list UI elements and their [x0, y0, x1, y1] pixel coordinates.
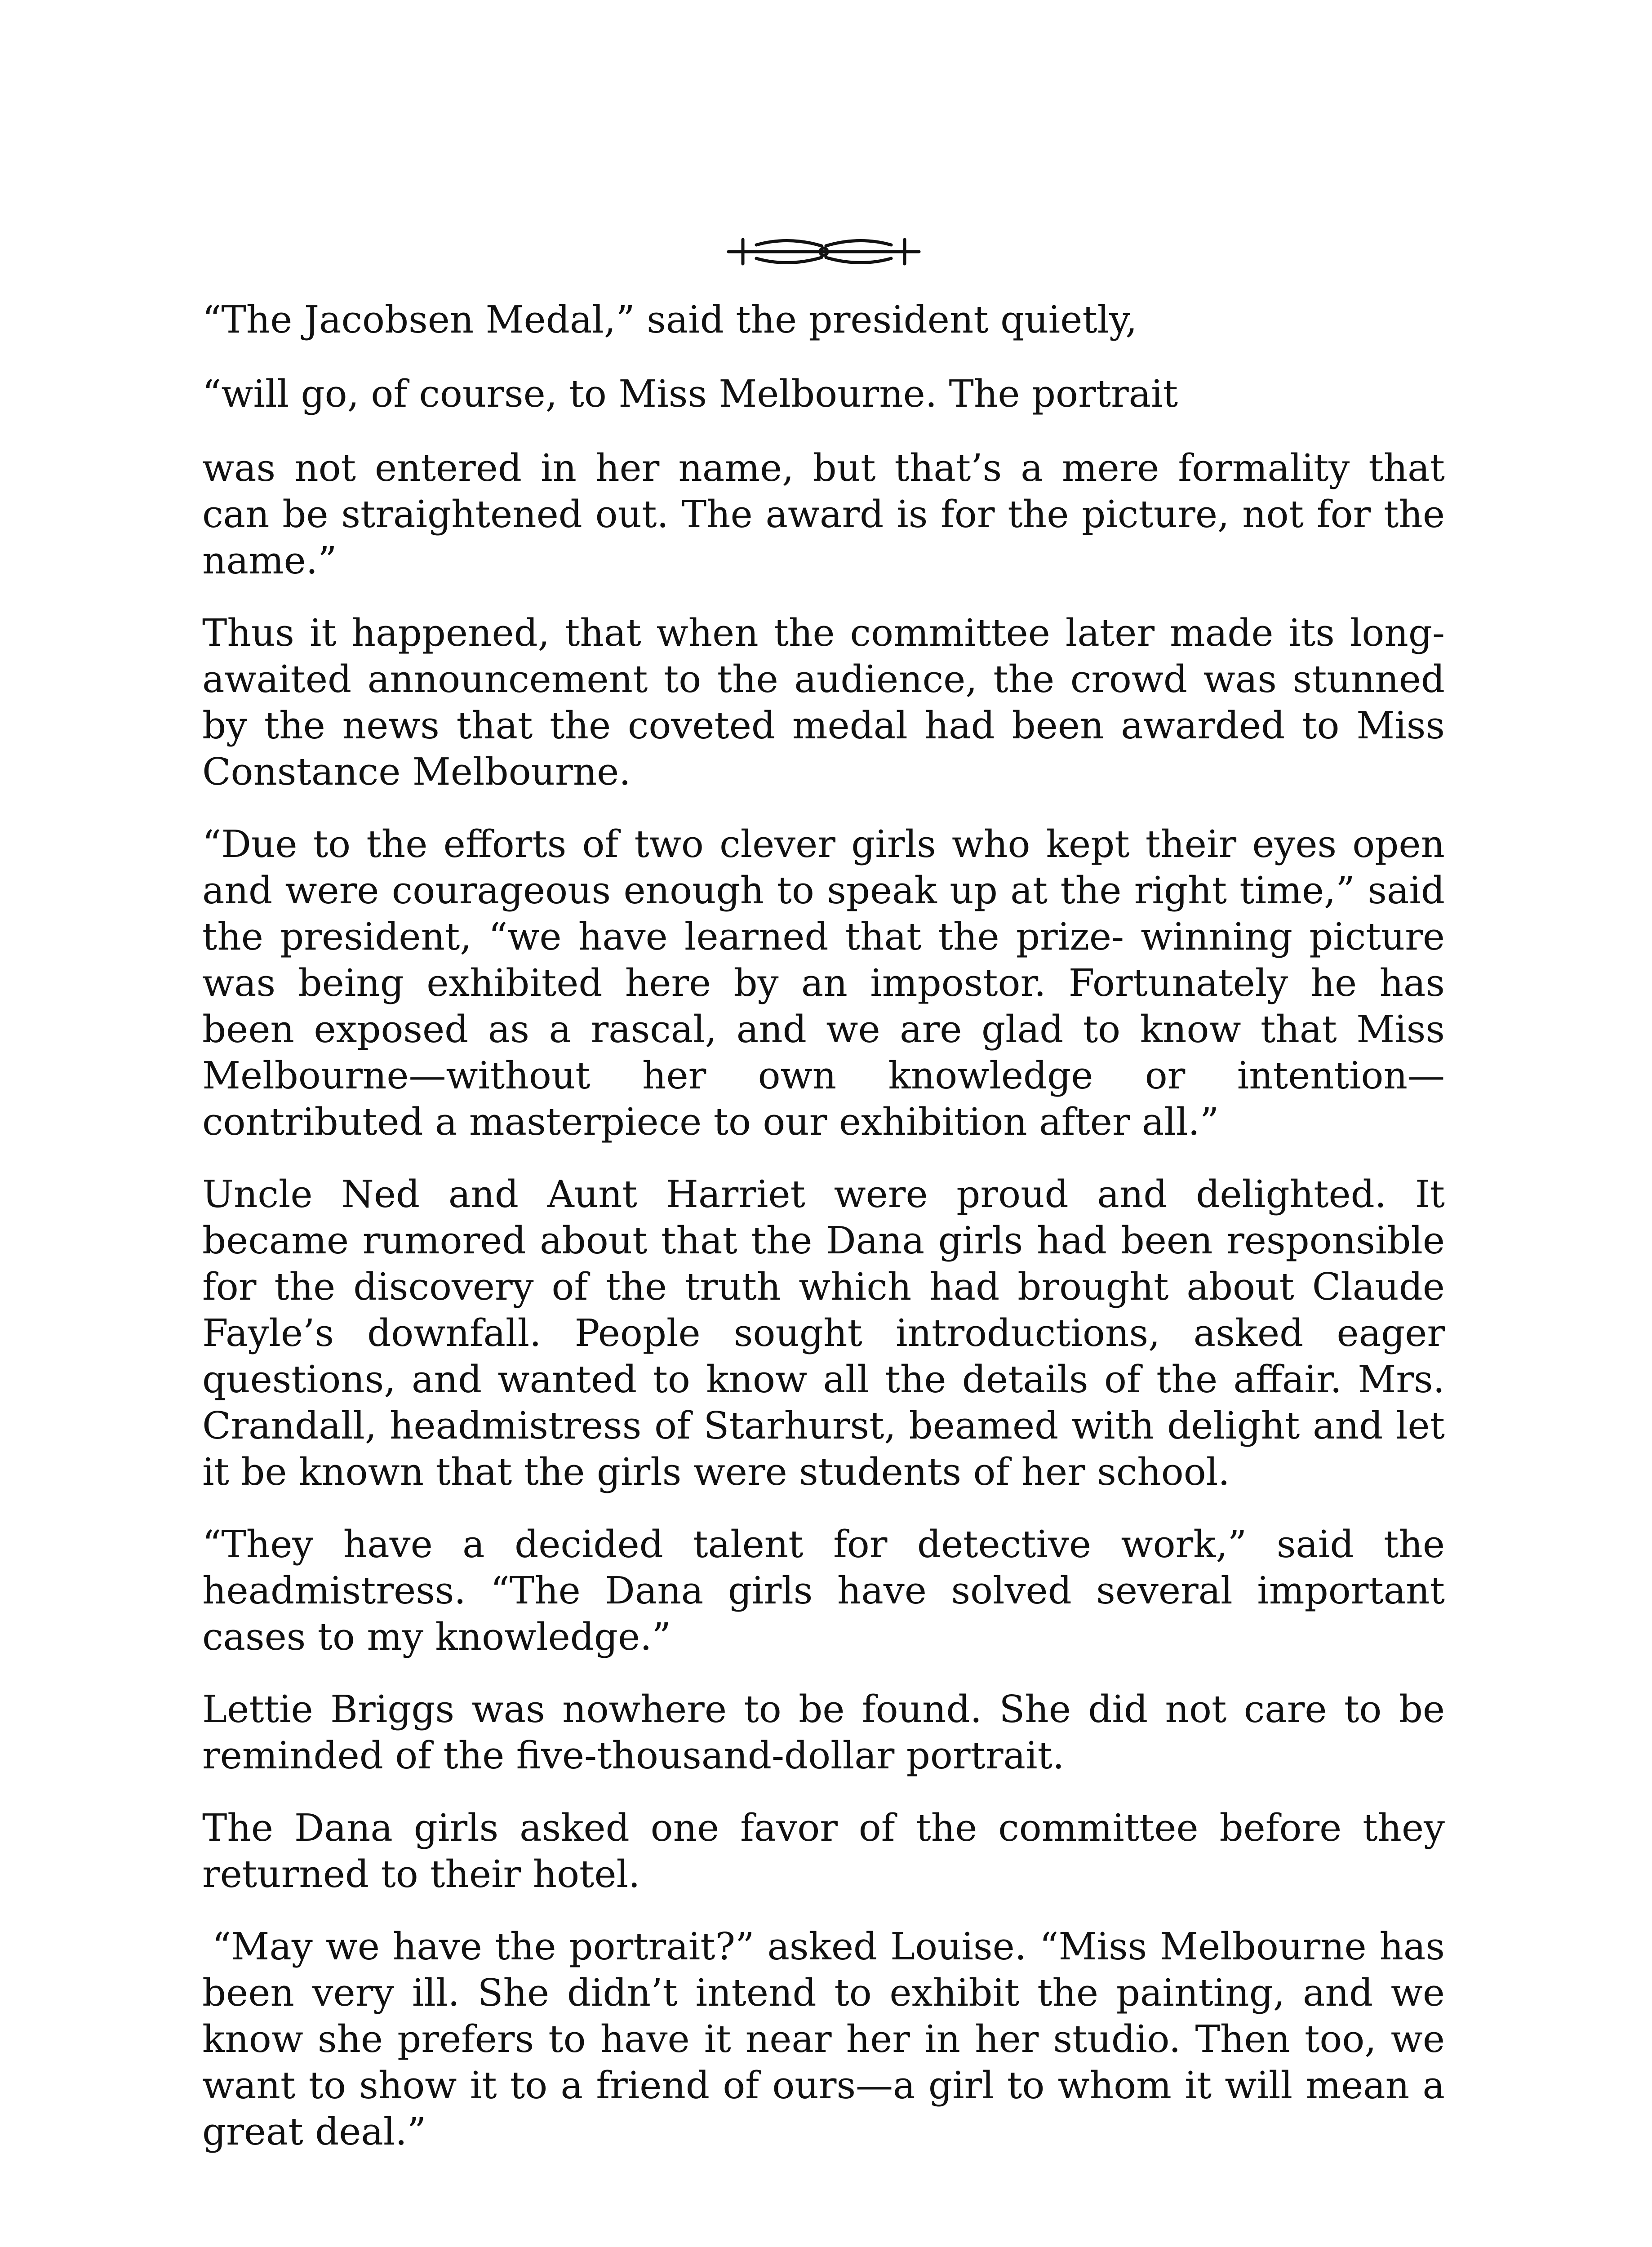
paragraph-6: Uncle Ned and Aunt Harriet were proud and delighted. It became rumored about that the Dana girls had been responsible for the discovery of the truth which had brought about Claude Fayle’s downfall. People sought introductions, asked eager questions, and wanted to know all the details of the affair. Mrs. Crandall, headmistress of Starhurst, beamed with delight and let it be known that the girls were students of her school.: [202, 1172, 1445, 1494]
paragraph-9: The Dana girls asked one favor of the committee before they returned to their hotel.: [202, 1806, 1445, 1896]
paragraph-8: Lettie Briggs was nowhere to be found. She did not care to be reminded of the five-thousand-dollar portrait.: [202, 1687, 1445, 1777]
paragraph-3: was not entered in her name, but that’s a mere formality that can be straightened out. The award is for the picture, not for the name.”: [202, 446, 1445, 582]
scroll-flourish-icon: [725, 227, 923, 276]
paragraph-4: Thus it happened, that when the committee later made its long-awaited announcement to the audience, the crowd was stunned by the news that the coveted medal had been awarded to Miss Constance Melbourne.: [202, 611, 1445, 794]
paragraph-2: “will go, of course, to Miss Melbourne. The portrait: [202, 372, 1178, 416]
paragraph-5: “Due to the efforts of two clever girls who kept their eyes open and were courageous enough to speak up at the right time,” said the president, “we have learned that the prize- winning picture was being exhibited here by an impostor. Fortunately he has been exposed as a rascal, and we are glad to know that Miss Melbourne—without her own knowledge or intention—contributed a masterpiece to our exhibition after all.”: [202, 822, 1445, 1144]
paragraph-7: “They have a decided talent for detective work,” said the headmistress. “The Dana girls have solved several important cases to my knowledge.”: [202, 1523, 1445, 1659]
paragraph-10: “May we have the portrait?” asked Louise. “Miss Melbourne has been very ill. She didn’t intend to exhibit the painting, and we know she prefers to have it near her in her studio. Then too, we want to show it to a friend of ours—a girl to whom it will mean a great deal.”: [202, 1925, 1445, 2154]
paragraph-1: “The Jacobsen Medal,” said the president quietly,: [202, 298, 1137, 342]
book-page: [202, 0, 1445, 2247]
text-body: [202, 297, 1445, 2181]
